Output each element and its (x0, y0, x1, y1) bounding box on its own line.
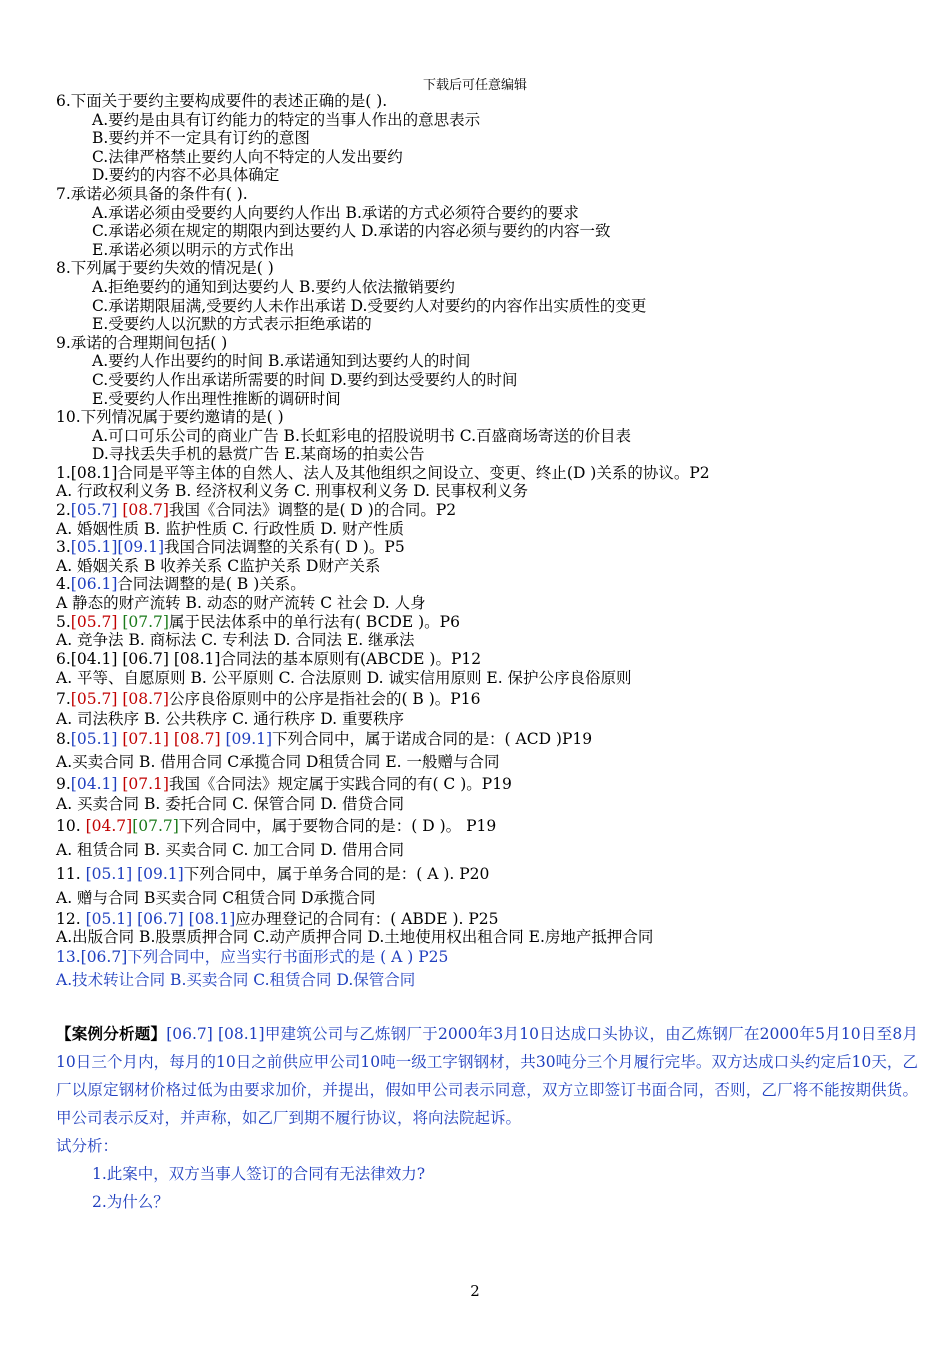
line-text: 11. (56, 864, 86, 883)
text-line (56, 390, 926, 409)
line-text: A.出版合同 B.股票质押合同 C.动产质押合同 D.土地使用权出租合同 E.房地产抵押合同 (56, 928, 654, 947)
text-line (56, 947, 926, 968)
line-text: 2. (56, 501, 71, 520)
page-number: 2 (470, 1282, 480, 1300)
line-text: 我国《合同法》规定属于实践合同的有( C )。P19 (168, 775, 512, 793)
line-text: A.承诺必须由受要约人向要约人作出 B.承诺的方式必须符合要约的要求 (92, 203, 579, 222)
text-line (56, 129, 926, 148)
text-line (56, 222, 926, 241)
text-line (56, 148, 926, 167)
text-line (56, 352, 926, 371)
line-text: A. 司法秩序 B. 公共秩序 C. 通行秩序 D. 重要秩序 (56, 710, 404, 729)
page-header: 下载后可任意编辑 (422, 78, 527, 93)
line-text: C.承诺期限届满,受要约人未作出承诺 D.受要约人对要约的内容作出实质性的变更 (92, 296, 647, 315)
line-text: C.法律严格禁止要约人向不特定的人发出要约 (92, 147, 403, 166)
case-text: [06.7] [08.1]甲建筑公司与乙炼钢厂于2000年3月10日达成口头协议，由乙炼钢厂在2000年5月10日至8月10日三个月内，每月的10日之前供应甲公司10吨一级工字钢钢材，共30吨分三个月履行完毕。双方达成口头约定后10天，乙厂以原定钢材价格过低为由要求加价，并提出，假如甲公司表示同意，双方立即签订书面合同，否则，乙厂将不能按期供货。甲公司表示反对，并声称，如乙厂到期不履行协议，将向法院起诉。 (56, 1024, 918, 1127)
line-text: A. 买卖合同 B. 委托合同 C. 保管合同 D. 借贷合同 (56, 795, 404, 813)
line-text: A.买卖合同 B. 借用合同 C承揽合同 D租赁合同 E. 一般赠与合同 (56, 753, 500, 771)
text-line (56, 631, 926, 650)
line-text: 8. (56, 730, 71, 748)
line-text: E.承诺必须以明示的方式作出 (92, 240, 295, 259)
text-line (56, 334, 926, 353)
line-text: A.可口可乐公司的商业广告 B.长虹彩电的招股说明书 C.百盛商场寄送的价目表 (92, 426, 632, 445)
text-line (56, 371, 926, 390)
tag-text: [04.7] (85, 816, 133, 835)
line-text: D.要约的内容不必具体确定 (92, 166, 280, 185)
line-text: 10.下列情况属于要约邀请的是( ) (56, 408, 284, 427)
text-line (56, 427, 926, 446)
tag-text: [05.1] [06.7] [08.1] (85, 909, 236, 928)
case-question-2: 2.为什么？ (92, 1192, 169, 1211)
text-line (56, 862, 926, 886)
text-line (56, 241, 926, 260)
text-line (56, 408, 926, 427)
text-line (56, 729, 926, 750)
tag-text: [05.1] (70, 730, 118, 748)
text-line (56, 594, 926, 613)
text-line (56, 92, 926, 111)
line-text: 6.[04.1] [06.7] [08.1]合同法的基本原则有(ABCDE )。P12 (56, 649, 482, 668)
text-line (56, 297, 926, 316)
line-text: A.要约人作出要约的时间 B.承诺通知到达要约人的时间 (92, 352, 471, 371)
text-line (56, 557, 926, 576)
line-text: 9.承诺的合理期间包括( ) (56, 333, 228, 352)
line-text: 9. (56, 775, 71, 793)
line-text: B.要约并不一定具有订约的意图 (92, 129, 310, 148)
question-list (56, 92, 926, 992)
line-text: 4. (56, 575, 71, 594)
line-text: 属于民法体系中的单行法有( BCDE )。P6 (168, 612, 460, 631)
case-question-1: 1.此案中，双方当事人签订的合同有无法律效力? (92, 1164, 426, 1183)
text-line (56, 278, 926, 297)
text-line (56, 750, 926, 774)
text-line (56, 185, 926, 204)
tag-text: A.技术转让合同 B.买卖合同 C.租赁合同 D.保管合同 (56, 970, 416, 989)
line-text: D.寻找丢失手机的悬赏广告 E.某商场的拍卖公告 (92, 445, 425, 464)
text-line (56, 259, 926, 278)
text-line (56, 613, 926, 632)
text-line (56, 520, 926, 539)
tag-text: [07.1] (122, 730, 169, 748)
text-line (56, 538, 926, 557)
text-line (56, 886, 926, 910)
line-text: E.受要约人以沉默的方式表示拒绝承诺的 (92, 315, 372, 334)
text-line (56, 445, 926, 464)
line-text: A. 婚姻性质 B. 监护性质 C. 行政性质 D. 财产性质 (56, 519, 404, 538)
text-line (56, 968, 926, 992)
text-line (56, 111, 926, 130)
line-text: A 静态的财产流转 B. 动态的财产流转 C 社会 D. 人身 (56, 594, 426, 613)
line-text: 10. (56, 816, 86, 835)
tag-text: [07.7] (132, 816, 179, 835)
case-analysis (56, 1020, 918, 1132)
line-text: A.拒绝要约的通知到达要约人 B.要约人依法撤销要约 (92, 277, 455, 296)
line-text: A. 婚姻关系 B 收养关系 C监护关系 D财产关系 (56, 556, 381, 575)
line-text: 下列合同中，属于单务合同的是：( A ). P20 (183, 864, 490, 883)
text-line (56, 710, 926, 729)
text-line (56, 464, 926, 483)
text-line (56, 315, 926, 334)
line-text: 7. (56, 690, 71, 709)
line-text: A. 行政权利义务 B. 经济权利义务 C. 刑事权利义务 D. 民事权利义务 (56, 482, 528, 501)
line-text: A.要约是由具有订约能力的特定的当事人作出的意思表示 (92, 110, 481, 129)
tag-text: [07.1] (122, 775, 169, 793)
line-text: 下列合同中，属于要物合同的是：( D )。 P19 (178, 816, 497, 835)
tag-text: [05.7] (70, 690, 118, 709)
tag-text: [08.7] (122, 690, 169, 709)
tag-text: [09.1] (225, 730, 273, 748)
line-text: A. 竞争法 B. 商标法 C. 专利法 D. 合同法 E. 继承法 (56, 631, 415, 650)
text-line (56, 814, 926, 838)
line-text: E.受要约人作出理性推断的调研时间 (92, 389, 341, 408)
text-line (56, 838, 926, 862)
line-text: A. 平等、自愿原则 B. 公平原则 C. 合法原则 D. 诚实信用原则 E. 保护公序良俗原则 (56, 669, 632, 688)
text-line (56, 689, 926, 710)
text-line (56, 928, 926, 947)
tag-text: [04.1] (70, 775, 118, 793)
document-body (56, 92, 926, 1216)
line-text: 5. (56, 612, 71, 631)
text-line (56, 166, 926, 185)
tag-text: [05.7] (70, 501, 118, 520)
tag-text: [07.7] (122, 612, 169, 631)
text-line (56, 910, 926, 929)
text-line (56, 795, 926, 814)
line-text: 7.承诺必须具备的条件有( ). (56, 184, 248, 203)
line-text: 1.[08.1]合同是平等主体的自然人、法人及其他组织之间设立、变更、终止(D )关系的协议。P2 (56, 463, 710, 482)
line-text: C.承诺必须在规定的期限内到达要约人 D.承诺的内容必须与要约的内容一致 (92, 222, 611, 241)
line-text: 下列合同中，属于诺成合同的是：( ACD )P19 (272, 730, 593, 748)
tag-text: [05.1] [09.1] (85, 864, 184, 883)
case-title: 【案例分析题】 (56, 1023, 167, 1043)
case-prompt: 试分析： (56, 1136, 119, 1155)
text-line (56, 501, 926, 520)
line-text: 8.下列属于要约失效的情况是( ) (56, 259, 274, 278)
tag-text: [05.1][09.1] (70, 538, 165, 557)
tag-text: [08.7] (173, 730, 221, 748)
line-text: C.受要约人作出承诺所需要的时间 D.要约到达受要约人的时间 (92, 370, 518, 389)
line-text: 3. (56, 538, 71, 557)
line-text: A. 租赁合同 B. 买卖合同 C. 加工合同 D. 借用合同 (56, 840, 404, 859)
line-text: 12. (56, 909, 86, 928)
tag-text: 13.[06.7]下列合同中，应当实行书面形式的是 ( A ) P25 (56, 947, 449, 966)
line-text: 公序良俗原则中的公序是指社会的( B )。P16 (168, 690, 481, 709)
tag-text: [08.7] (122, 501, 169, 520)
line-text: 应办理登记的合同有：( ABDE ). P25 (235, 909, 499, 928)
text-line (56, 650, 926, 669)
line-text: 我国《合同法》调整的是( D )的合同。P2 (168, 501, 457, 520)
line-text: 我国合同法调整的关系有( D )。P5 (164, 538, 405, 557)
line-text: A. 赠与合同 B买卖合同 C租赁合同 D承揽合同 (56, 888, 376, 907)
line-text: 6.下面关于要约主要构成要件的表述正确的是( ). (56, 92, 388, 110)
text-line (56, 575, 926, 594)
tag-text: [05.7] (70, 612, 118, 631)
text-line (56, 668, 926, 689)
line-text: 合同法调整的是( B )关系。 (117, 575, 306, 594)
tag-text: [06.1] (70, 575, 118, 594)
text-line (56, 482, 926, 501)
text-line (56, 204, 926, 223)
text-line (56, 774, 926, 795)
